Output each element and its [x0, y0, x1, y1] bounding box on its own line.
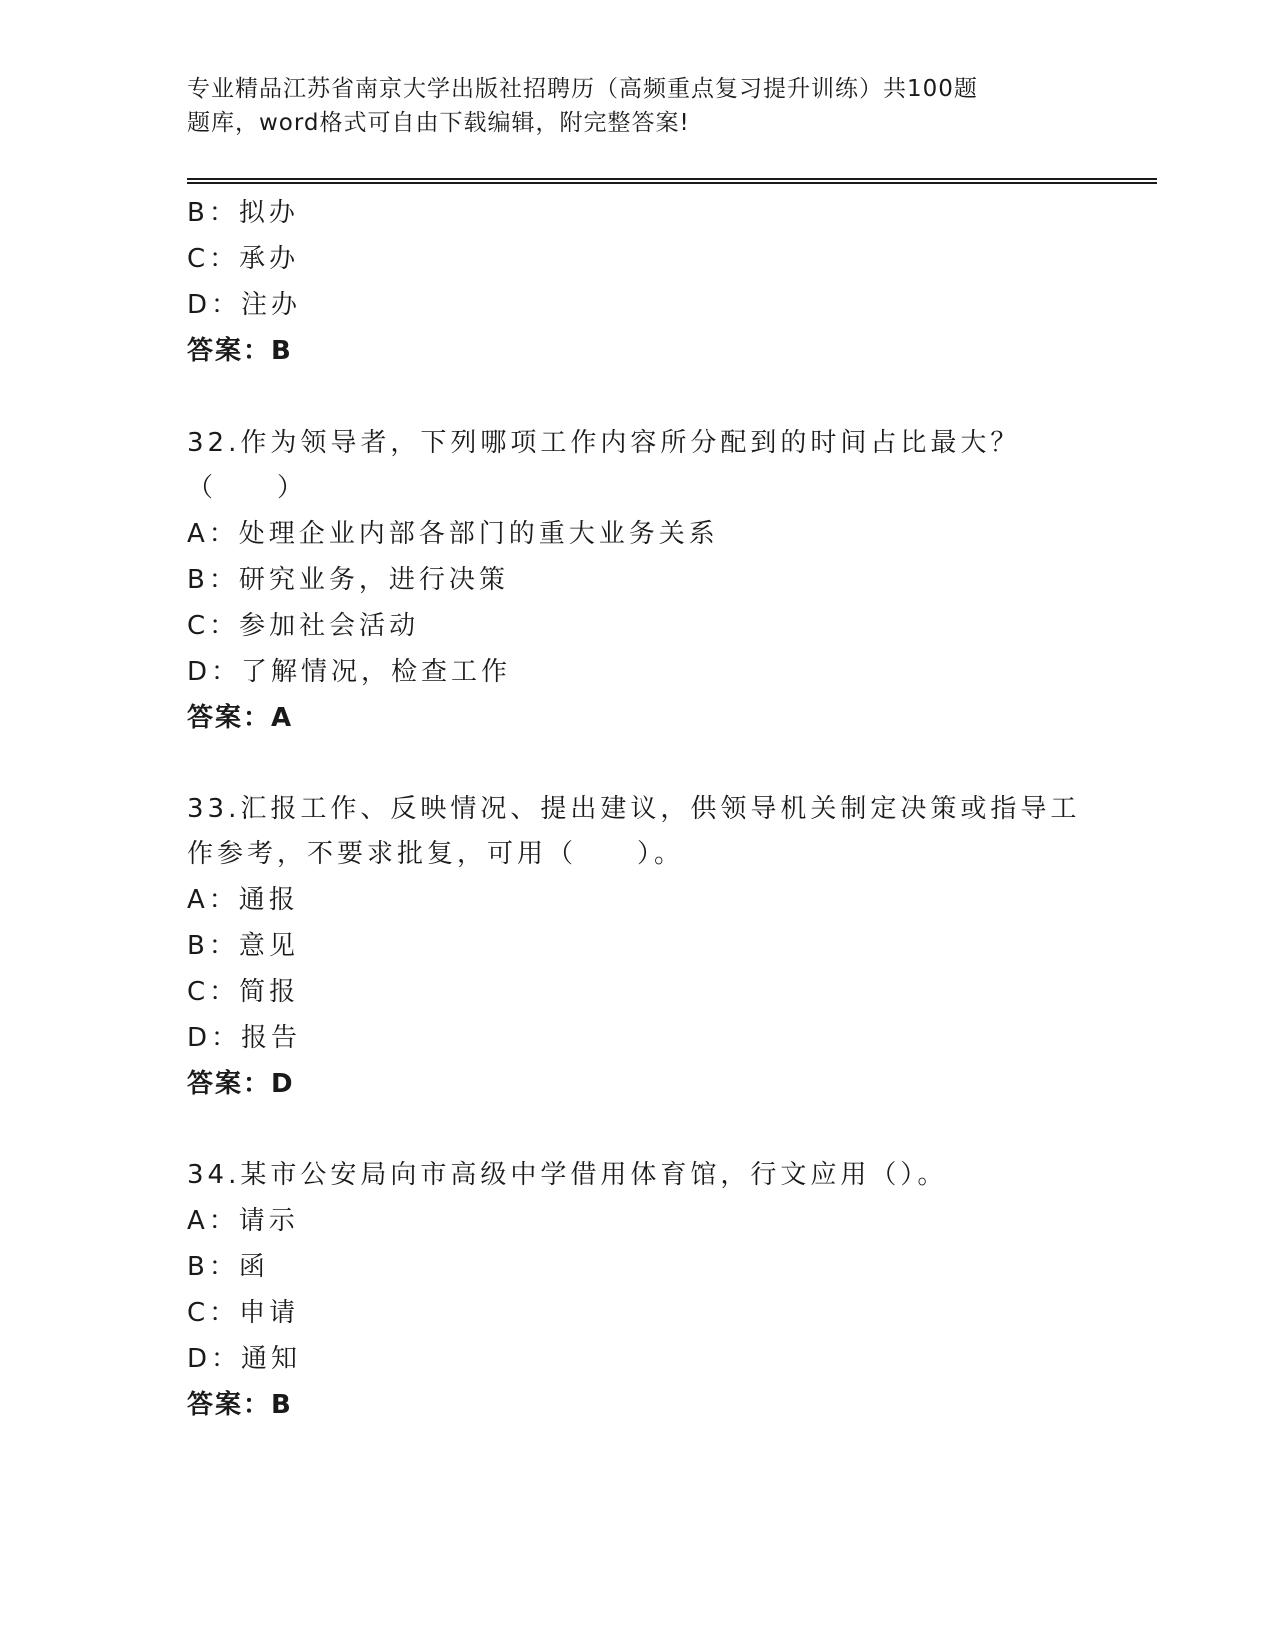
option-b: B：意见	[187, 931, 299, 961]
option-b: B：函	[187, 1252, 269, 1282]
answer-line: 答案：D	[187, 1069, 295, 1099]
question-text: 33.汇报工作、反映情况、提出建议，供领导机关制定决策或指导工作参考，不要求批复，可用（ ）。	[187, 794, 1081, 869]
option-a: A：请示	[187, 1206, 299, 1236]
header-divider-bottom	[187, 182, 1157, 184]
option-c: C：参加社会活动	[187, 611, 420, 641]
header-divider-top	[187, 178, 1157, 180]
option-c: C：承办	[187, 244, 300, 274]
header-title-line-2: 题库，word格式可自由下载编辑，附完整答案!	[187, 110, 690, 136]
header-title-line-1: 专业精品江苏省南京大学出版社招聘历（高频重点复习提升训练）共100题	[187, 76, 978, 102]
question-list	[187, 190, 1087, 1428]
question-block-32	[187, 421, 1087, 741]
answer-line: 答案：A	[187, 703, 294, 733]
option-d: D：报告	[187, 1023, 302, 1053]
question-text: 34.某市公安局向市高级中学借用体育馆，行文应用（）。	[187, 1160, 948, 1190]
option-b: B：拟办	[187, 198, 299, 228]
option-a: A：通报	[187, 885, 299, 915]
option-d: D：注办	[187, 290, 302, 320]
option-b: B：研究业务，进行决策	[187, 565, 509, 595]
document-header	[187, 72, 1047, 140]
answer-line: 答案：B	[187, 336, 293, 366]
option-a: A：处理企业内部各部门的重大业务关系	[187, 519, 719, 549]
question-block-31-partial	[187, 190, 1087, 374]
option-d: D：通知	[187, 1344, 302, 1374]
question-text: 32.作为领导者，下列哪项工作内容所分配到的时间占比最大？（ ）	[187, 428, 1021, 503]
option-c: C：申请	[187, 1298, 300, 1328]
question-block-34	[187, 1153, 1087, 1428]
question-block-33	[187, 787, 1087, 1107]
option-c: C：简报	[187, 977, 300, 1007]
option-d: D：了解情况，检查工作	[187, 657, 512, 687]
answer-line: 答案：B	[187, 1390, 293, 1420]
